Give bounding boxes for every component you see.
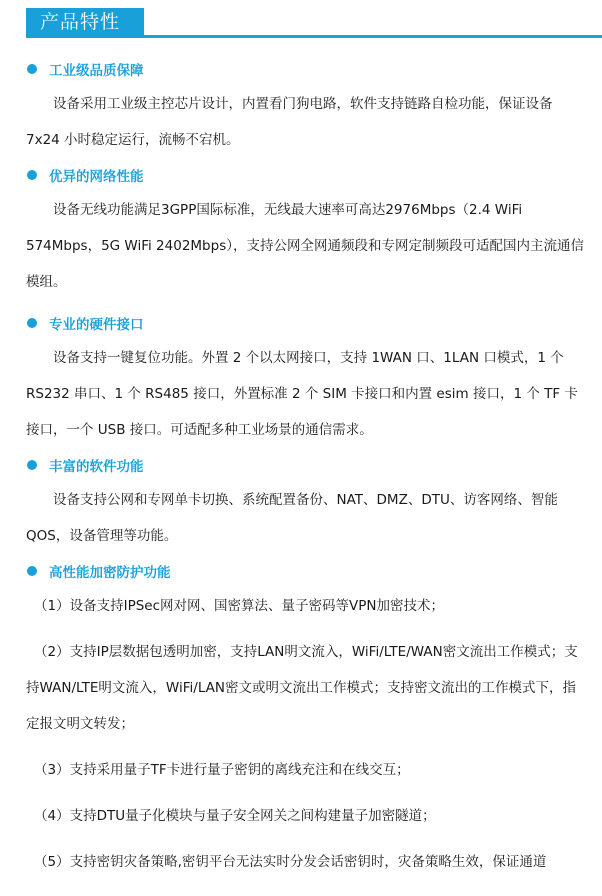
section-title-text: 专业的硬件接口 (49, 317, 144, 333)
section-title-text: 工业级品质保障 (49, 63, 144, 79)
header-divider (26, 35, 602, 38)
section-title-quality (26, 52, 584, 86)
section-title-text: 高性能加密防护功能 (49, 565, 171, 581)
section-title-software (26, 448, 584, 482)
section-body-software: 设备支持公网和专网单卡切换、系统配置备份、NAT、DMZ、DTU、访客网络、智能 QOS，设备管理等功能。 (26, 492, 558, 544)
section-title-network (26, 158, 584, 192)
section-body-network: 设备无线功能满足3GPP国际标准，无线最大速率可高达2976Mbps（2.4 WiFi 574Mbps，5G WiFi 2402Mbps），支持公网全网通频段和专网定制频段可适配国内主流通信模组。 (26, 202, 584, 290)
list-item: （3）支持采用量子TF卡进行量子密钥的离线充注和在线交互； (34, 762, 410, 778)
page-title: 产品特性 (26, 8, 144, 36)
list-item: （1）设备支持IPSec网对网、国密算法、量子密码等VPN加密技术； (34, 598, 444, 614)
section-title-hardware (26, 306, 584, 340)
section-header (0, 8, 602, 38)
feature-list (26, 52, 584, 890)
list-item: （2）支持IP层数据包透明加密，支持LAN明文流入，WiFi/LTE/WAN密文流出工作模式；支持WAN/LTE明文流入，WiFi/LAN密文或明文流出工作模式；支持密文流出的工作模式下，指定报文明文转发； (26, 644, 578, 732)
section-title-text: 优异的网络性能 (49, 169, 144, 185)
section-title-text: 丰富的软件功能 (49, 459, 144, 475)
list-item: （4）支持DTU量子化模块与量子安全网关之间构建量子加密隧道； (34, 808, 436, 824)
bullet-icon (27, 64, 37, 74)
bullet-icon (27, 318, 37, 328)
list-item: （5）支持密钥灾备策略,密钥平台无法实时分发会话密钥时，灾备策略生效，保证通道 (34, 854, 547, 870)
section-title-encryption (26, 554, 584, 588)
bullet-icon (27, 460, 37, 470)
section-body-hardware: 设备支持一键复位功能。外置 2 个以太网接口，支持 1WAN 口、1LAN 口模式，1 个 RS232 串口、1 个 RS485 接口，外置标准 2 个 SIM 卡接口和内置 esim 接口，1 个 TF 卡接口，一个 USB 接口。可适配多种工业场景的通信需求。 (26, 350, 578, 438)
bullet-icon (27, 170, 37, 180)
bullet-icon (27, 566, 37, 576)
section-body-quality: 设备采用工业级主控芯片设计，内置看门狗电路，软件支持链路自检功能，保证设备 7x24 小时稳定运行，流畅不宕机。 (26, 96, 553, 148)
